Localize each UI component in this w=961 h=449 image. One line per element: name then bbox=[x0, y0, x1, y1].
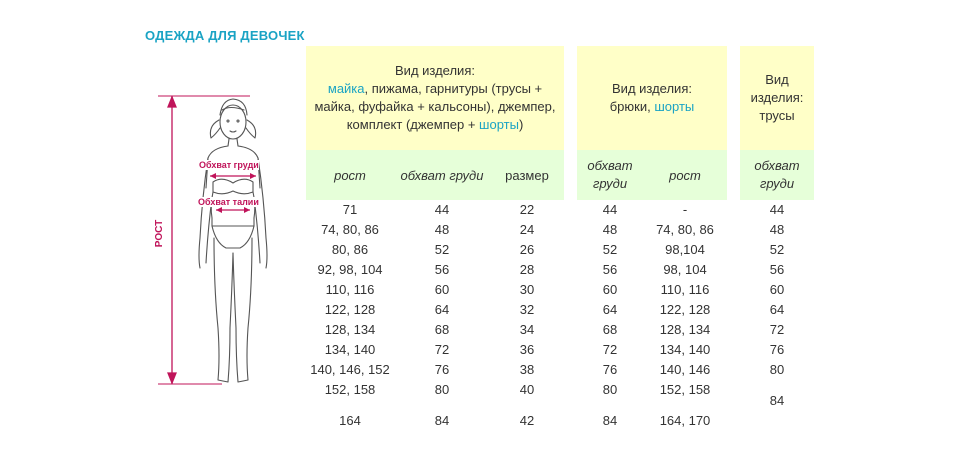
girl-figure-illustration bbox=[150, 88, 300, 398]
table-cell: 76 bbox=[602, 362, 618, 377]
table-cell: 164, 170 bbox=[659, 413, 711, 428]
table-row bbox=[306, 320, 564, 340]
table-cell: 84 bbox=[434, 413, 450, 428]
col-chest: обхват груди bbox=[587, 158, 633, 191]
waist-label: Обхват талии bbox=[198, 197, 259, 207]
table-row bbox=[577, 280, 727, 300]
table-cell: 134, 140 bbox=[659, 342, 711, 357]
table-row bbox=[577, 220, 727, 240]
table-cell: 34 bbox=[519, 322, 535, 337]
table-cell: 26 bbox=[519, 242, 535, 257]
table-cell: 110, 116 bbox=[660, 282, 710, 297]
table-row bbox=[740, 320, 814, 340]
header-description bbox=[312, 80, 558, 134]
col-height: рост bbox=[334, 167, 366, 183]
table-cell: 164 bbox=[339, 413, 361, 428]
table-cell: 140, 146, 152 bbox=[310, 362, 390, 377]
table-cell: 76 bbox=[434, 362, 450, 377]
header-description bbox=[610, 98, 695, 116]
size-table-tops bbox=[306, 46, 564, 200]
table-cell: 80, 86 bbox=[331, 242, 369, 257]
table-cell: 48 bbox=[602, 222, 618, 237]
link-shorts[interactable]: шорты bbox=[654, 99, 695, 114]
table-cell: 76 bbox=[769, 342, 785, 357]
table-row bbox=[306, 300, 564, 320]
table-cell: 32 bbox=[519, 302, 535, 317]
table-row bbox=[740, 260, 814, 280]
table-row bbox=[577, 300, 727, 320]
page-title: ОДЕЖДА ДЛЯ ДЕВОЧЕК bbox=[145, 28, 305, 43]
table-cell: 72 bbox=[602, 342, 618, 357]
table-cell: 44 bbox=[602, 202, 618, 217]
table-cell: 92, 98, 104 bbox=[317, 262, 383, 277]
table-cell: 60 bbox=[769, 282, 785, 297]
table-row bbox=[577, 340, 727, 360]
column-headers bbox=[577, 150, 727, 200]
table-cell: 98,104 bbox=[665, 242, 705, 257]
header-text: брюки, bbox=[609, 99, 655, 114]
table-cell: 68 bbox=[602, 322, 618, 337]
header-product-type-trousers bbox=[577, 46, 727, 150]
header-prefix: Вид изделия: bbox=[612, 81, 692, 96]
body-figure bbox=[150, 88, 300, 398]
table-cell: 152, 158 bbox=[659, 382, 711, 397]
table-row bbox=[306, 340, 564, 360]
header-product-type-tops bbox=[306, 46, 564, 150]
table-row bbox=[740, 386, 814, 416]
table-body-briefs bbox=[740, 200, 814, 416]
table-cell: 72 bbox=[434, 342, 450, 357]
column-headers bbox=[740, 150, 814, 200]
table-cell: 72 bbox=[769, 322, 785, 337]
table-cell: 56 bbox=[602, 262, 618, 277]
table-cell: 128, 134 bbox=[324, 322, 376, 337]
table-row bbox=[306, 406, 564, 436]
table-row bbox=[740, 360, 814, 380]
chest-label: Обхват груди bbox=[199, 160, 259, 170]
table-cell: 80 bbox=[769, 362, 785, 377]
table-row bbox=[740, 220, 814, 240]
table-row bbox=[577, 380, 727, 400]
table-cell: 44 bbox=[434, 202, 450, 217]
link-tank-top[interactable]: майка bbox=[327, 81, 365, 96]
table-body-trousers bbox=[577, 200, 727, 436]
table-cell: 60 bbox=[434, 282, 450, 297]
table-row bbox=[577, 406, 727, 436]
header-prefix: Вид изделия: bbox=[395, 63, 475, 78]
header-text: , пижама, гарнитуры (трусы + майка, фуфайка + кальсоны), джемпер, комплект (джемпер + bbox=[314, 81, 556, 132]
table-cell: 64 bbox=[769, 302, 785, 317]
col-height: рост bbox=[669, 167, 701, 183]
header-text-end: ) bbox=[518, 117, 524, 132]
table-row bbox=[577, 260, 727, 280]
table-row bbox=[306, 220, 564, 240]
height-label: РОСТ bbox=[154, 219, 166, 248]
table-row bbox=[577, 320, 727, 340]
table-row bbox=[740, 280, 814, 300]
table-cell: 42 bbox=[519, 413, 535, 428]
table-cell: 110, 116 bbox=[325, 282, 375, 297]
table-row bbox=[740, 240, 814, 260]
table-cell: 152, 158 bbox=[324, 382, 376, 397]
table-cell: 48 bbox=[769, 222, 785, 237]
table-cell: 68 bbox=[434, 322, 450, 337]
header-text: трусы bbox=[759, 108, 795, 123]
table-cell: 74, 80, 86 bbox=[321, 222, 379, 237]
table-row bbox=[306, 280, 564, 300]
link-shorts[interactable]: шорты bbox=[479, 117, 519, 132]
table-cell: 134, 140 bbox=[324, 342, 376, 357]
table-cell: 64 bbox=[602, 302, 618, 317]
table-row bbox=[577, 240, 727, 260]
table-cell: 38 bbox=[519, 362, 535, 377]
table-cell: 122, 128 bbox=[324, 302, 376, 317]
table-cell: 64 bbox=[434, 302, 450, 317]
column-headers bbox=[306, 150, 564, 200]
table-cell: 28 bbox=[519, 262, 535, 277]
size-table-trousers bbox=[577, 46, 727, 200]
table-cell: 56 bbox=[769, 262, 785, 277]
table-cell: 30 bbox=[519, 282, 535, 297]
table-body-tops bbox=[306, 200, 564, 436]
table-cell: 48 bbox=[434, 222, 450, 237]
table-row bbox=[740, 300, 814, 320]
table-cell: 80 bbox=[602, 382, 618, 397]
table-cell: 22 bbox=[519, 202, 535, 217]
table-cell: 84 bbox=[602, 413, 618, 428]
table-row bbox=[740, 200, 814, 220]
table-cell: 44 bbox=[769, 202, 785, 217]
table-cell: 140, 146 bbox=[659, 362, 711, 377]
col-size: размер bbox=[505, 167, 549, 183]
col-chest: обхват груди bbox=[400, 167, 484, 183]
header-product-type-briefs bbox=[740, 46, 814, 150]
table-cell: 80 bbox=[434, 382, 450, 397]
table-cell: 98, 104 bbox=[663, 262, 707, 277]
size-table-briefs bbox=[740, 46, 814, 200]
table-cell: - bbox=[682, 202, 688, 217]
col-chest: обхват груди bbox=[754, 158, 800, 191]
table-cell: 52 bbox=[602, 242, 618, 257]
table-cell: 52 bbox=[769, 242, 785, 257]
table-cell: 52 bbox=[434, 242, 450, 257]
table-cell: 36 bbox=[519, 342, 535, 357]
table-cell: 24 bbox=[519, 222, 535, 237]
table-row bbox=[577, 360, 727, 380]
table-cell: 40 bbox=[519, 382, 535, 397]
table-cell: 71 bbox=[342, 202, 358, 217]
table-row bbox=[306, 380, 564, 400]
table-cell: 56 bbox=[434, 262, 450, 277]
table-cell: 84 bbox=[769, 393, 785, 408]
table-row bbox=[306, 200, 564, 220]
table-row bbox=[306, 240, 564, 260]
table-row bbox=[577, 200, 727, 220]
header-prefix: Вид изделия: bbox=[750, 72, 804, 105]
table-row bbox=[306, 260, 564, 280]
table-cell: 122, 128 bbox=[659, 302, 711, 317]
table-cell: 74, 80, 86 bbox=[656, 222, 714, 237]
table-row bbox=[306, 360, 564, 380]
table-row bbox=[740, 340, 814, 360]
table-cell: 128, 134 bbox=[659, 322, 711, 337]
table-cell: 60 bbox=[602, 282, 618, 297]
